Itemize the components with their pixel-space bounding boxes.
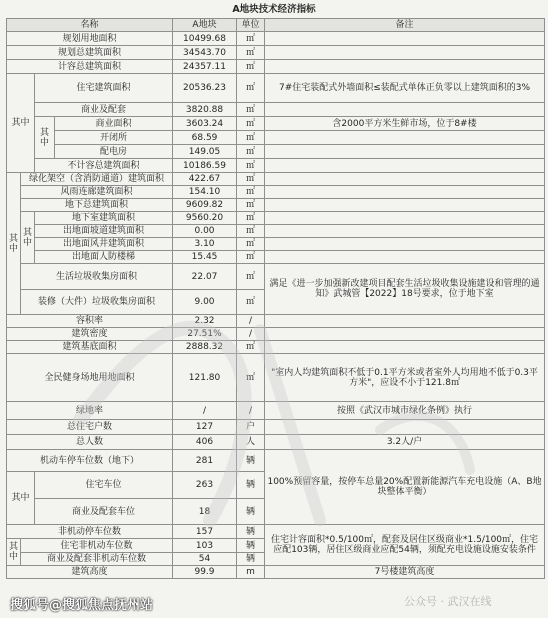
table-row	[7, 199, 545, 212]
row-name: 商业面积	[55, 117, 173, 131]
row-note	[265, 315, 545, 328]
row-note	[265, 103, 545, 117]
table-row	[7, 328, 545, 341]
row-unit: ㎡	[237, 145, 265, 159]
row-note	[265, 32, 545, 46]
row-value: 10499.68	[173, 32, 237, 46]
row-unit: ㎡	[237, 264, 265, 290]
table-row	[7, 315, 545, 328]
row-value: 406	[173, 435, 237, 450]
table-row	[7, 341, 545, 354]
row-name: 总住宅户数	[7, 420, 173, 435]
group-label: 其中	[7, 173, 21, 315]
row-value: 27.51%	[173, 328, 237, 341]
table-row	[7, 131, 545, 145]
row-unit: 辆	[237, 450, 265, 472]
row-name: 配电房	[55, 145, 173, 159]
table-row	[7, 450, 545, 472]
table-row	[7, 74, 545, 103]
table-title: A地块技术经济指标	[232, 4, 316, 15]
row-unit: ㎡	[237, 117, 265, 131]
row-unit: ㎡	[237, 225, 265, 238]
table-row	[7, 186, 545, 199]
row-value: 0.00	[173, 225, 237, 238]
row-value: 10186.59	[173, 159, 237, 173]
row-value: 103	[173, 539, 237, 553]
table-row	[7, 251, 545, 264]
row-value: 3820.88	[173, 103, 237, 117]
row-unit: ㎡	[237, 186, 265, 199]
row-name: 住宅非机动车位数	[21, 539, 173, 553]
row-note	[265, 46, 545, 60]
row-name: 建筑基底面积	[7, 341, 173, 354]
row-name: 出地面风井建筑面积	[35, 238, 173, 251]
row-unit: 人	[237, 435, 265, 450]
watermark-right: 公众号 · 武汉在线	[404, 595, 492, 608]
row-name: 装修（大件）垃圾收集房面积	[21, 290, 173, 315]
row-value: 22.07	[173, 264, 237, 290]
row-note: 按照《武汉市城市绿化条例》执行	[265, 402, 545, 420]
row-name: 规划总建筑面积	[7, 46, 173, 60]
row-name: 全民健身场地用地面积	[7, 354, 173, 402]
group-label: 其中	[7, 74, 35, 173]
group-label: 其中	[7, 539, 21, 566]
row-name: 非机动停车位数	[7, 525, 173, 539]
row-value: 9.00	[173, 290, 237, 315]
row-unit: /	[237, 315, 265, 328]
row-unit: ㎡	[237, 341, 265, 354]
row-value: 281	[173, 450, 237, 472]
row-name: 开闭所	[55, 131, 173, 145]
row-note: 100%预留容量，按停车总量20%配置新能源汽车充电设施（A、B地块整体平衡）	[265, 450, 545, 525]
row-unit: ㎡	[237, 131, 265, 145]
group-label: 其中	[7, 472, 35, 525]
row-value: 99.9	[173, 566, 237, 579]
table-row	[7, 32, 545, 46]
table-row	[7, 103, 545, 117]
row-unit: ㎡	[237, 199, 265, 212]
row-note	[265, 199, 545, 212]
row-name: 出地面坡道建筑面积	[35, 225, 173, 238]
row-unit: ㎡	[237, 212, 265, 225]
row-unit: 户	[237, 420, 265, 435]
row-note: 满足《进一步加强新改建项目配套生活垃圾收集设施建设和管理的通知》武城管【2022】18号要求，位于地下室	[265, 264, 545, 315]
row-unit: ㎡	[237, 251, 265, 264]
row-value: 15.45	[173, 251, 237, 264]
row-unit: ㎡	[237, 32, 265, 46]
row-note	[265, 328, 545, 341]
row-value: 2.32	[173, 315, 237, 328]
row-unit: ㎡	[237, 103, 265, 117]
row-unit: 辆	[237, 539, 265, 553]
row-value: 18	[173, 499, 237, 525]
row-unit: 辆	[237, 499, 265, 525]
row-note	[265, 131, 545, 145]
row-note	[265, 420, 545, 435]
table-row	[7, 264, 545, 290]
header-name: 名称	[7, 19, 173, 32]
row-note	[265, 60, 545, 74]
row-name: 地下总建筑面积	[21, 199, 173, 212]
header-unit: 单位	[237, 19, 265, 32]
row-unit: /	[237, 328, 265, 341]
row-unit: ㎡	[237, 354, 265, 402]
row-note	[265, 186, 545, 199]
row-unit: ㎡	[237, 290, 265, 315]
table-row	[7, 212, 545, 225]
row-note	[265, 159, 545, 173]
row-unit: m	[237, 566, 265, 579]
row-name: 出地面人防楼梯	[35, 251, 173, 264]
row-value: 54	[173, 553, 237, 566]
table-row	[7, 238, 545, 251]
table-row	[7, 420, 545, 435]
row-name: 商业及配套非机动车位数	[21, 553, 173, 566]
row-value: 121.80	[173, 354, 237, 402]
row-name: 地下室建筑面积	[35, 212, 173, 225]
row-unit: ㎡	[237, 46, 265, 60]
row-value: 3603.24	[173, 117, 237, 131]
row-name: 生活垃圾收集房面积	[21, 264, 173, 290]
row-note: "室内人均建筑面积不低于0.1平方米或者室外人均用地不低于0.3平方米"，应设不小于121.8㎡	[265, 354, 545, 402]
row-name: 总人数	[7, 435, 173, 450]
row-unit: 辆	[237, 553, 265, 566]
row-value: 127	[173, 420, 237, 435]
header-row	[7, 19, 545, 32]
table-row	[7, 145, 545, 159]
table-row	[7, 566, 545, 579]
group-label: 其中	[35, 117, 55, 159]
tech-econ-table	[6, 18, 545, 579]
row-name: 绿地率	[7, 402, 173, 420]
row-unit: 辆	[237, 472, 265, 499]
row-name: 建筑密度	[7, 328, 173, 341]
table-row	[7, 159, 545, 173]
row-note	[265, 341, 545, 354]
table-row	[7, 402, 545, 420]
table-row	[7, 173, 545, 186]
row-value: 154.10	[173, 186, 237, 199]
row-note	[265, 238, 545, 251]
row-note	[265, 251, 545, 264]
table-row	[7, 354, 545, 402]
row-value: 9609.82	[173, 199, 237, 212]
row-unit: ㎡	[237, 238, 265, 251]
row-name: 容积率	[7, 315, 173, 328]
row-value: 20536.23	[173, 74, 237, 103]
header-note: 备注	[265, 19, 545, 32]
row-name: 风雨连廊建筑面积	[21, 186, 173, 199]
row-note: 3.2人/户	[265, 435, 545, 450]
row-name: 机动车停车位数（地下）	[7, 450, 173, 472]
table-row	[7, 46, 545, 60]
row-note: 7号楼建筑高度	[265, 566, 545, 579]
row-unit: ㎡	[237, 74, 265, 103]
row-note	[265, 225, 545, 238]
header-value: A地块	[173, 19, 237, 32]
table-row	[7, 225, 545, 238]
row-name: 绿化架空（含消防通道）建筑面积	[21, 173, 173, 186]
row-unit: ㎡	[237, 60, 265, 74]
table-row	[7, 525, 545, 539]
row-unit: ㎡	[237, 173, 265, 186]
row-value: /	[173, 402, 237, 420]
row-name: 计容总建筑面积	[7, 60, 173, 74]
row-value: 2888.32	[173, 341, 237, 354]
row-name: 规划用地面积	[7, 32, 173, 46]
row-name: 住宅车位	[35, 472, 173, 499]
row-value: 263	[173, 472, 237, 499]
row-name: 商业及配套车位	[35, 499, 173, 525]
row-note	[265, 173, 545, 186]
row-name: 商业及配套	[35, 103, 173, 117]
row-value: 24357.11	[173, 60, 237, 74]
row-note: 含2000平方米生鲜市场，位于8#楼	[265, 117, 545, 131]
row-name: 不计容总建筑面积	[35, 159, 173, 173]
row-unit: 辆	[237, 525, 265, 539]
row-note	[265, 145, 545, 159]
row-value: 3.10	[173, 238, 237, 251]
row-value: 34543.70	[173, 46, 237, 60]
row-name: 住宅建筑面积	[35, 74, 173, 103]
row-unit: ㎡	[237, 159, 265, 173]
row-note	[265, 212, 545, 225]
watermark-left: 搜狐号@搜狐焦点抚州站	[10, 598, 154, 613]
row-value: 68.59	[173, 131, 237, 145]
table-row	[7, 435, 545, 450]
row-unit: /	[237, 402, 265, 420]
row-value: 149.05	[173, 145, 237, 159]
group-label: 其中	[21, 212, 35, 264]
row-name: 建筑高度	[7, 566, 173, 579]
row-value: 422.67	[173, 173, 237, 186]
row-note: 7#住宅装配式外墙面积≤装配式单体正负零以上建筑面积的3%	[265, 74, 545, 103]
row-value: 157	[173, 525, 237, 539]
row-value: 9560.20	[173, 212, 237, 225]
table-row	[7, 117, 545, 131]
row-note: 住宅计容面积*0.5/100㎡，配套及居住区级商业*1.5/100㎡，住宅应配103辆，居住区级商业应配54辆，须配充电设施设施安装条件	[265, 525, 545, 566]
table-row	[7, 60, 545, 74]
